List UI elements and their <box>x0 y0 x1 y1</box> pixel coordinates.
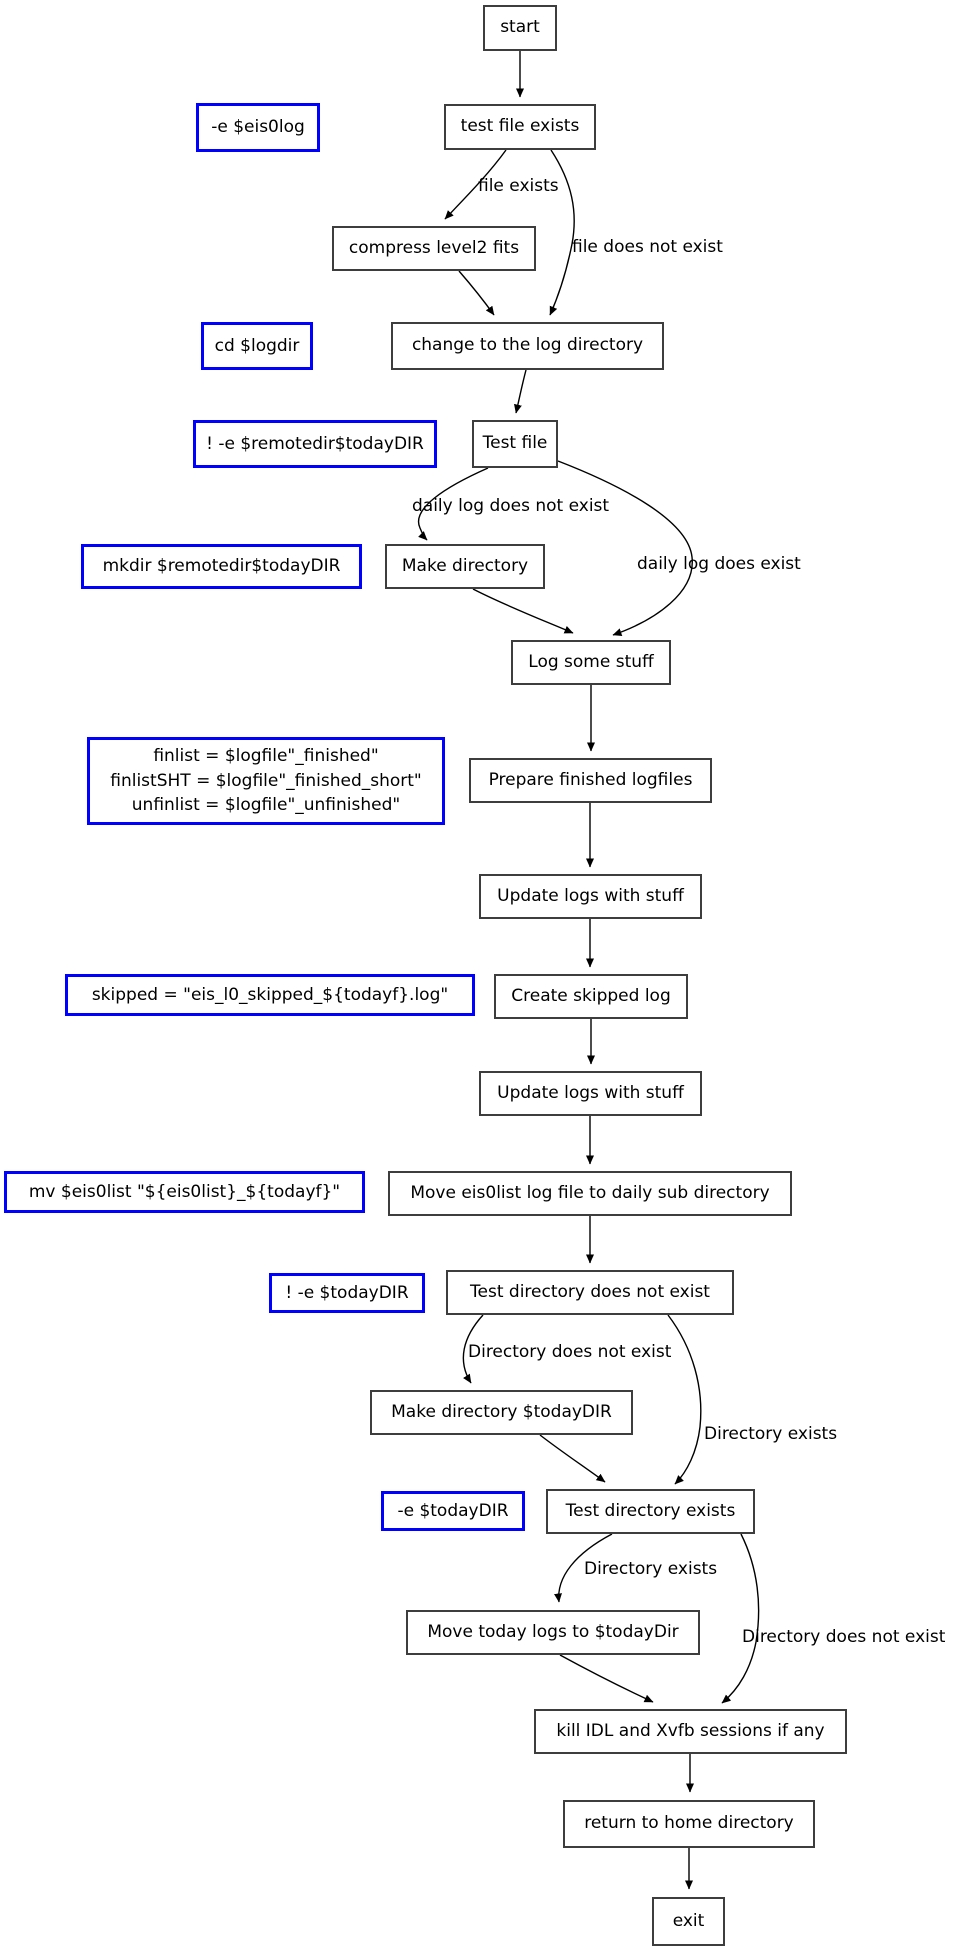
node-update-logs-with-stuff-1-label: Update logs with stuff <box>497 885 684 906</box>
edge-test-dir-to-test-dir-exists <box>668 1315 701 1484</box>
annotation-e-todaydir <box>381 1491 525 1531</box>
annotation-not-e-remotedir-todaydir-label: ! -e $remotedir$todayDIR <box>206 433 424 454</box>
node-log-some-stuff <box>511 640 671 685</box>
edge-label-directory-does-not-exist-upper: Directory does not exist <box>468 1342 672 1362</box>
annotation-not-e-todaydir-label: ! -e $todayDIR <box>285 1282 409 1303</box>
node-test-directory-does-not-exist-label: Test directory does not exist <box>470 1281 710 1302</box>
node-test-directory-exists <box>546 1489 755 1534</box>
node-change-to-log-directory-label: change to the log directory <box>411 335 644 356</box>
node-kill-idl-xvfb <box>534 1709 847 1754</box>
edge-make-directory-to-log-some-stuff <box>473 589 573 633</box>
annotation-skipped-assignment-label: skipped = "eis_l0_skipped_${todayf}.log" <box>91 984 449 1005</box>
node-compress-level2-fits-label: compress level2 fits <box>348 237 520 258</box>
node-test-file-exists-label: test file exists <box>460 116 580 137</box>
node-start <box>483 5 557 51</box>
annotation-eis0log <box>196 103 320 152</box>
node-update-logs-with-stuff-1 <box>479 874 702 919</box>
edge-compress-to-change <box>459 271 494 315</box>
annotation-not-e-remotedir-todaydir <box>193 420 437 468</box>
edge-make-dir-todaydir-to-test-dir-exists <box>540 1435 605 1482</box>
annotation-mv-eis0list-label: mv $eis0list "${eis0list}_${todayf}" <box>28 1181 341 1202</box>
node-move-eis0list-log-file <box>388 1171 792 1216</box>
edge-test-file-to-log-some-stuff <box>558 461 692 635</box>
node-create-skipped-log <box>494 974 688 1019</box>
annotation-cd-logdir-label: cd $logdir <box>214 335 300 356</box>
node-test-directory-does-not-exist <box>446 1270 734 1315</box>
edge-label-file-exists: file exists <box>478 176 559 196</box>
annotation-cd-logdir <box>201 322 313 370</box>
annotation-mkdir-remotedir-todaydir <box>81 544 362 589</box>
node-test-file-exists <box>444 104 596 150</box>
node-test-file <box>472 420 558 468</box>
node-log-some-stuff-label: Log some stuff <box>528 651 654 672</box>
edge-test-file-exists-to-change <box>550 150 574 315</box>
node-make-directory-todaydir <box>370 1390 633 1435</box>
annotation-not-e-todaydir <box>269 1273 425 1313</box>
node-return-to-home-directory-label: return to home directory <box>584 1813 794 1834</box>
node-prepare-finished-logfiles-label: Prepare finished logfiles <box>488 769 693 790</box>
annotation-eis0log-label: -e $eis0log <box>211 117 305 138</box>
annotation-e-todaydir-label: -e $todayDIR <box>397 1500 509 1521</box>
edge-label-directory-exists-upper: Directory exists <box>704 1424 838 1444</box>
annotation-skipped-assignment <box>65 974 475 1016</box>
edge-change-to-test-file <box>516 370 526 413</box>
edge-test-dir-exists-to-kill-idl <box>722 1534 759 1703</box>
edge-label-file-does-not-exist: file does not exist <box>572 237 723 257</box>
edge-move-today-logs-to-kill-idl <box>560 1655 653 1702</box>
annotation-finlist-block <box>87 737 445 825</box>
node-test-directory-exists-label: Test directory exists <box>565 1500 736 1521</box>
node-create-skipped-log-label: Create skipped log <box>511 985 671 1006</box>
node-compress-level2-fits <box>332 226 536 271</box>
node-update-logs-with-stuff-2-label: Update logs with stuff <box>497 1082 684 1103</box>
edge-label-daily-log-does-not-exist: daily log does not exist <box>412 496 610 516</box>
node-change-to-log-directory <box>391 322 664 370</box>
node-test-file-label: Test file <box>482 433 548 454</box>
edge-label-daily-log-does-exist: daily log does exist <box>637 554 801 574</box>
node-move-today-logs <box>406 1610 700 1655</box>
node-exit <box>652 1897 725 1946</box>
node-make-directory <box>385 544 545 589</box>
node-move-eis0list-log-file-label: Move eis0list log file to daily sub directory <box>410 1182 770 1203</box>
node-make-directory-label: Make directory <box>401 555 529 576</box>
edge-label-directory-does-not-exist-lower: Directory does not exist <box>742 1627 946 1647</box>
annotation-mv-eis0list <box>4 1171 365 1213</box>
node-start-label: start <box>500 17 540 38</box>
node-prepare-finished-logfiles <box>469 758 712 803</box>
node-exit-label: exit <box>672 1910 705 1931</box>
node-move-today-logs-label: Move today logs to $todayDir <box>427 1621 679 1642</box>
edge-label-directory-exists-lower: Directory exists <box>584 1559 718 1579</box>
node-make-directory-todaydir-label: Make directory $todayDIR <box>391 1401 612 1422</box>
node-update-logs-with-stuff-2 <box>479 1071 702 1116</box>
annotation-finlist-line-1: finlist = $logfile"_finished" <box>153 746 379 767</box>
annotation-mkdir-remotedir-todaydir-label: mkdir $remotedir$todayDIR <box>102 556 341 577</box>
node-return-to-home-directory <box>563 1800 815 1848</box>
node-kill-idl-xvfb-label: kill IDL and Xvfb sessions if any <box>556 1720 825 1741</box>
annotation-finlist-line-3: unfinlist = $logfile"_unfinished" <box>131 795 401 816</box>
annotation-finlist-line-2: finlistSHT = $logfile"_finished_short" <box>110 770 422 791</box>
